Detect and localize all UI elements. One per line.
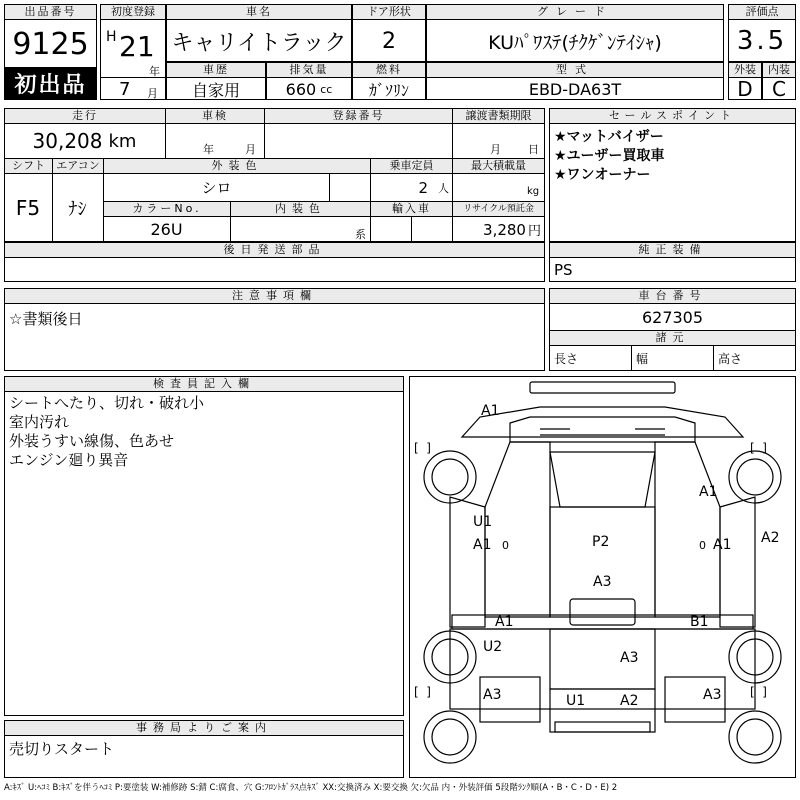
office-box (4, 720, 404, 778)
damage-mark: U2 (483, 639, 503, 655)
damage-mark: A1 (481, 403, 500, 419)
first-listing-badge: 初出品 (5, 67, 96, 99)
interior-grade-label: 内装 (763, 63, 795, 78)
damage-mark: A1 (713, 537, 732, 553)
lot-number: 9125 (12, 26, 89, 62)
interior-color-label: 内装色 (230, 201, 371, 217)
door-label: ドア形状 (353, 5, 425, 20)
first-reg-box (100, 4, 166, 100)
office-label: 事務局よりご案内 (5, 721, 403, 736)
car-name: キャリイトラック (171, 30, 347, 56)
bracket: [ ] (750, 685, 767, 699)
damage-mark: A3 (620, 650, 639, 666)
damage-mark: A2 (761, 530, 780, 546)
notes-value: ☆書類後日 (9, 310, 83, 328)
door-box (352, 4, 426, 62)
displacement-box (266, 62, 352, 100)
interior-grade-box (762, 62, 796, 100)
zero-mark: 0 (699, 539, 706, 552)
inspection-year-unit: 年 (203, 143, 214, 156)
transfer-month-unit: 月 (490, 143, 501, 156)
equipment-label: 純正装備 (550, 243, 795, 258)
color-no: 26U (103, 217, 231, 242)
inspection-label: 車検 (165, 108, 265, 124)
inspector-line: 室内汚れ (9, 413, 70, 431)
recycle: 3,280 (483, 220, 526, 239)
history-label: 車歴 (167, 63, 265, 78)
model-label: 型式 (427, 63, 723, 78)
chassis-box (549, 288, 796, 371)
equipment-box (549, 242, 796, 282)
exterior-grade: D (737, 77, 753, 101)
shift: F5 (4, 174, 53, 242)
width-label: 幅 (632, 346, 714, 370)
score: 3.5 (736, 26, 788, 56)
interior-color-unit: 系 (355, 228, 366, 241)
score-box (728, 4, 796, 62)
load-unit: kg (527, 186, 540, 197)
month-unit: 月 (147, 87, 158, 100)
damage-mark: A1 (495, 614, 514, 630)
capacity: 2 (418, 178, 428, 197)
inspector-label: 検査員記入欄 (5, 377, 403, 392)
model: EBD-DA63T (528, 79, 622, 99)
damage-mark: U1 (473, 514, 493, 530)
displacement-label: 排気量 (267, 63, 351, 78)
equipment-value: PS (554, 261, 573, 279)
chassis-label: 車台番号 (550, 289, 795, 304)
inspection-month-unit: 月 (245, 143, 256, 156)
car-diagram (409, 376, 796, 778)
displacement: 660 (285, 79, 317, 99)
grade-box (426, 4, 724, 62)
capacity-label: 乗車定員 (370, 158, 453, 174)
later-parts-label: 後日発送部品 (5, 243, 544, 258)
reg-no-label: 登録番号 (264, 108, 453, 124)
ac-label: エアコン (52, 158, 104, 174)
damage-mark: B1 (690, 614, 709, 630)
exterior-grade-box (728, 62, 762, 100)
damage-mark: A2 (620, 693, 639, 709)
damage-mark: A1 (473, 537, 492, 553)
spec-label: 諸元 (550, 331, 795, 346)
damage-mark: A1 (699, 484, 718, 500)
year-unit: 年 (149, 65, 160, 78)
bracket: [ ] (414, 441, 431, 455)
model-box (426, 62, 724, 100)
grade: KUﾊﾟﾜｽﾃ(ﾁｸｹﾞﾝﾃｲｼｬ) (488, 31, 662, 54)
height-label: 高さ (718, 352, 743, 366)
interior-grade: C (772, 77, 786, 101)
exterior-grade-label: 外装 (729, 63, 761, 78)
later-parts-box (4, 242, 545, 282)
sales-box (549, 108, 796, 242)
era: H (106, 29, 117, 45)
ac: ﾅｼ (52, 174, 104, 242)
transfer-day-unit: 日 (528, 143, 539, 156)
color-no-label: カラーNo. (103, 201, 231, 217)
sales-point: ★ユーザー買取車 (554, 148, 665, 164)
damage-mark: A3 (703, 687, 722, 703)
displacement-unit: cc (320, 82, 333, 96)
mileage-unit: km (108, 130, 137, 152)
history: 自家用 (191, 80, 240, 100)
office-value: 売切りスタート (9, 740, 115, 758)
bracket: [ ] (414, 685, 431, 699)
damage-mark: U1 (566, 693, 586, 709)
transfer-label: 譲渡書類期限 (452, 108, 545, 124)
history-box (166, 62, 266, 100)
car-name-box (166, 4, 352, 62)
recycle-label: リサイクル預託金 (452, 201, 545, 217)
mileage: 30,208 (32, 129, 103, 153)
inspector-line: エンジン廻り異音 (9, 451, 129, 469)
lot-box (4, 4, 97, 100)
reg-month: 7 (119, 79, 131, 100)
fuel-box (352, 62, 426, 100)
damage-mark: P2 (592, 534, 610, 550)
first-reg-label: 初度登録 (101, 5, 165, 20)
car-name-label: 車名 (167, 5, 351, 20)
zero-mark: 0 (502, 539, 509, 552)
damage-mark: A3 (593, 574, 612, 590)
length-label: 長さ (550, 346, 632, 370)
inspector-line: 外装うすい線傷、色あせ (9, 432, 175, 450)
reg-year: 21 (119, 30, 155, 63)
grade-label: グレード (427, 5, 723, 20)
load-label: 最大積載量 (452, 158, 545, 174)
sales-point: ★マットバイザー (554, 129, 664, 145)
color: シロ (201, 179, 232, 197)
sales-label: セールスポイント (550, 109, 795, 124)
fuel: ｶﾞｿﾘﾝ (368, 80, 409, 100)
recycle-unit: 円 (527, 224, 541, 239)
inspector-line: シートへたり、切れ・破れ小 (9, 394, 205, 412)
bracket: [ ] (750, 441, 767, 455)
legend: A:ｷｽﾞ U:ﾍｺﾐ B:ｷｽﾞを伴うﾍｺﾐ P:要塗装 W:補修跡 S:錆 C:腐食、穴 G:ﾌﾛﾝﾄｶﾞﾗｽ点ｷｽﾞ XX:交換済み X:要交換 欠:欠品 内・外装評価 5段階ﾗﾝｸ順(A・B・C・D・E) 2 (4, 783, 618, 793)
inspector-box (4, 376, 404, 716)
color-label: 外装色 (103, 158, 371, 174)
lot-label: 出品番号 (5, 5, 96, 20)
import-label: 輸入車 (370, 201, 453, 217)
damage-mark: A3 (483, 687, 502, 703)
chassis-number: 627305 (550, 304, 795, 331)
capacity-unit: 人 (438, 181, 449, 195)
mileage-label: 走行 (4, 108, 166, 124)
shift-label: シフト (4, 158, 53, 174)
score-label: 評価点 (729, 5, 795, 20)
notes-label: 注意事項欄 (5, 289, 544, 304)
door-count: 2 (382, 28, 396, 54)
fuel-label: 燃料 (353, 63, 425, 78)
sales-point: ★ワンオーナー (554, 167, 651, 183)
notes-box (4, 288, 545, 371)
